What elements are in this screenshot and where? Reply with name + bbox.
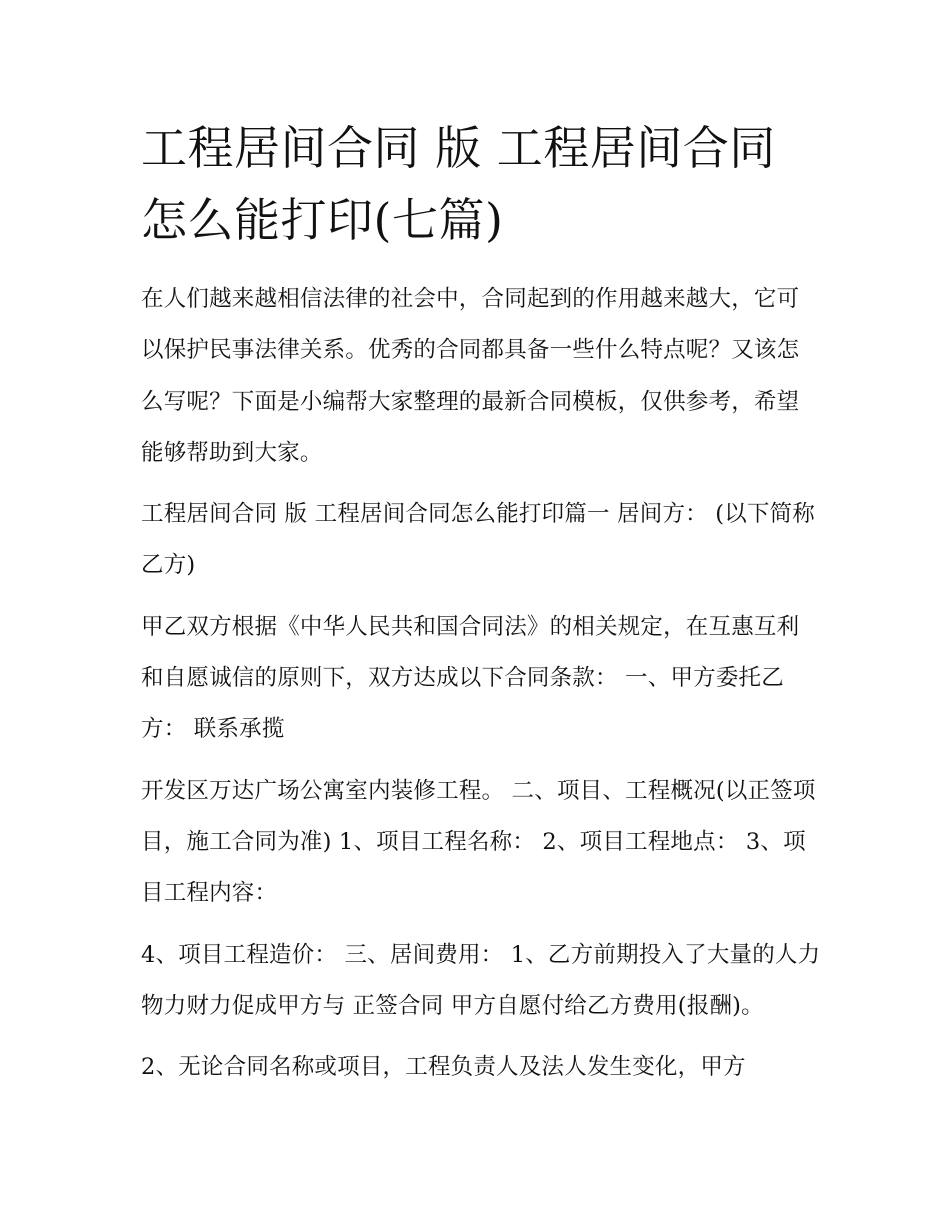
- document-title: 工程居间合同 版 工程居间合同怎么能打印(七篇): [141, 121, 776, 247]
- project-overview-paragraph: 开发区万达广场公寓室内装修工程。 二、项目、工程概况(以正签项目，施工合同为准) 1、项目工程名称： 2、项目工程地点： 3、项目工程内容：: [141, 777, 816, 907]
- document-body: [141, 112, 821, 1093]
- intro-paragraph: 在人们越来越相信法律的社会中，合同起到的作用越来越大，它可以保护民事法律关系。优秀的合同都具备一些什么特点呢？又该怎么写呢？下面是小编帮大家整理的最新合同模板，仅供参考，希望能够帮助到大家。: [141, 286, 800, 466]
- fee-paragraph: 4、项目工程造价： 三、居间费用： 1、乙方前期投入了大量的人力物力财力促成甲方与 正签合同 甲方自愿付给乙方费用(报酬)。: [141, 941, 821, 1019]
- clause-paragraph: 2、无论合同名称或项目，工程负责人及法人发生变化，甲方: [141, 1054, 746, 1081]
- section-heading-paragraph: 工程居间合同 版 工程居间合同怎么能打印篇一 居间方： (以下简称乙方): [141, 501, 815, 579]
- agreement-paragraph: 甲乙双方根据《中华人民共和国合同法》的相关规定，在互惠互利和自愿诚信的原则下，双方达成以下合同条款： 一、甲方委托乙方： 联系承揽: [141, 613, 800, 743]
